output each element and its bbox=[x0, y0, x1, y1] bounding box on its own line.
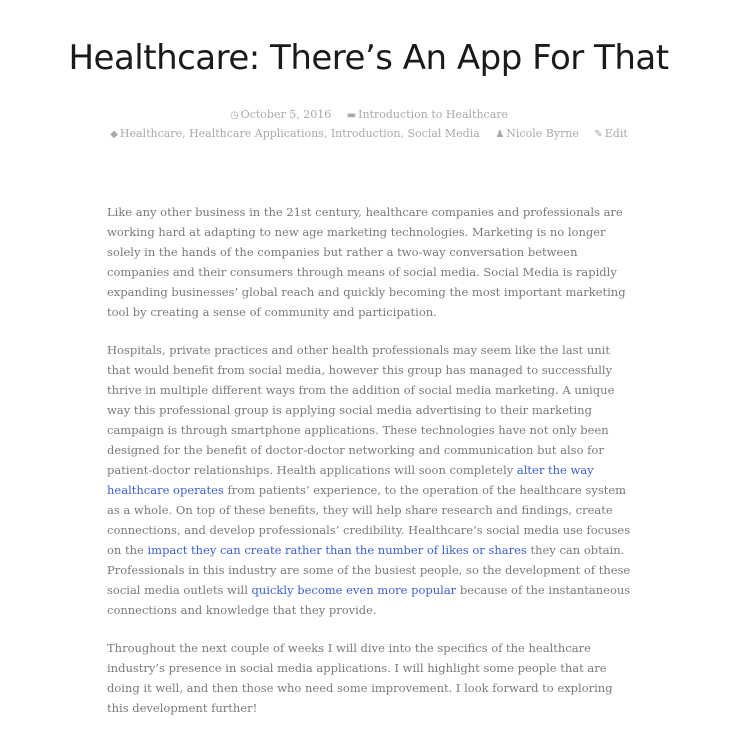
post-title: Healthcare: There’s An App For That bbox=[68, 38, 669, 78]
post-tags-group: ◆ Healthcare, Healthcare Applications, Introduction, Social Media bbox=[110, 127, 480, 140]
post-content bbox=[107, 202, 633, 736]
tag-link-healthcare[interactable]: Healthcare bbox=[119, 127, 183, 140]
pencil-icon: ✎ bbox=[594, 129, 603, 140]
author-link[interactable]: Nicole Byrne bbox=[506, 127, 579, 140]
paragraph-2-text-4: because of the instantaneous connections and knowledge that they provide. bbox=[107, 583, 631, 617]
paragraph-2 bbox=[107, 340, 633, 620]
post-meta bbox=[44, 106, 694, 144]
tag-link-social-media[interactable]: Social Media bbox=[407, 127, 480, 140]
link-alter-healthcare[interactable]: alter the way healthcare operates bbox=[107, 463, 594, 497]
link-quickly-more-popular[interactable]: quickly become even more popular bbox=[251, 583, 457, 597]
post-date-link[interactable]: October 5, 2016 bbox=[240, 108, 332, 121]
post-author-group bbox=[495, 127, 579, 140]
paragraph-1: Like any other business in the 21st century, healthcare companies and professionals are working hard at adapting to new age marketing technologies. Marketing is no longer solely in the hands of the companies but rather a two-way conversation between companies and their consumers through means of social media. Social Media is rapidly expanding businesses’ global reach and quickly becoming the most important marketing tool by creating a sense of community and participation. bbox=[107, 205, 626, 319]
folder-icon: ▬ bbox=[346, 110, 357, 121]
tag-icon: ◆ bbox=[110, 129, 118, 140]
clock-icon: ◷ bbox=[229, 110, 239, 121]
category-link[interactable]: Introduction to Healthcare bbox=[358, 108, 509, 121]
post-edit-group bbox=[594, 127, 627, 140]
tag-link-introduction[interactable]: Introduction bbox=[330, 127, 401, 140]
person-icon: ♟ bbox=[495, 129, 505, 140]
post-date-group bbox=[230, 108, 331, 121]
paragraph-2-text-1: Hospitals, private practices and other health professionals may seem like the last unit that would benefit from social media, however this group has managed to successfully thrive in multiple different ways from the addition of social media marketing. A unique way this professional group is applying social media advertising to their marketing campaign is through smartphone applications. These technologies have not only been designed for the benefit of doctor-doctor networking and communication but also for patient-doctor relationships. Health applications will soon completely bbox=[107, 343, 615, 477]
link-impact-likes-shares[interactable]: impact they can create rather than the number of likes or shares bbox=[147, 543, 527, 557]
paragraph-2-text-3: they can obtain. Professionals in this industry are some of the busiest people, so the development of these social media outlets will bbox=[107, 543, 631, 597]
edit-link[interactable]: Edit bbox=[604, 127, 628, 140]
tag-link-healthcare-applications[interactable]: Healthcare Applications bbox=[189, 127, 324, 140]
post-category-group bbox=[347, 108, 508, 121]
paragraph-3: Throughout the next couple of weeks I will dive into the specifics of the healthcare industry’s presence in social media applications. I will highlight some people that are doing it well, and then those who need some improvement. I look forward to exploring this development further! bbox=[107, 641, 613, 715]
paragraph-2-text-2: from patients’ experience, to the operation of the healthcare system as a whole. On top of these benefits, they will help share research and findings, create connections, and develop professionals’ credibility. Healthcare’s social media use focuses on the bbox=[107, 483, 631, 557]
